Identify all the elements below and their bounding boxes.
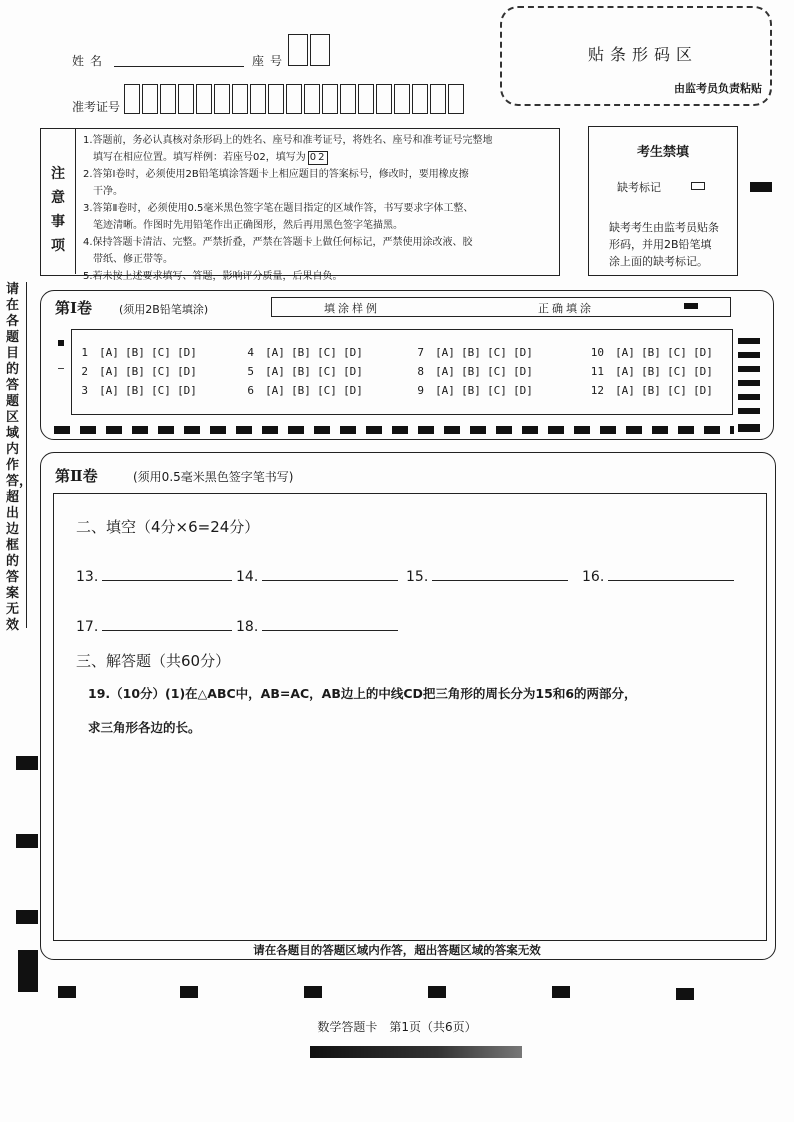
option-a[interactable]: [A] bbox=[265, 384, 285, 397]
blank-label: 18. bbox=[236, 619, 259, 635]
question-number: 4 bbox=[247, 346, 254, 359]
option-d[interactable]: [D] bbox=[513, 346, 533, 359]
barcode-area-label: 贴条形码区 bbox=[588, 45, 699, 64]
footer-bar bbox=[310, 1046, 522, 1058]
question-number: 2 bbox=[81, 365, 88, 378]
question-number: 7 bbox=[417, 346, 424, 359]
timing-mark bbox=[738, 394, 760, 400]
candidate-box bbox=[588, 126, 738, 276]
blank-13[interactable] bbox=[76, 566, 232, 585]
timing-mark bbox=[58, 340, 64, 346]
timing-mark bbox=[738, 424, 760, 432]
blank-label: 15. bbox=[406, 569, 429, 585]
note-line: 2.答第Ⅰ卷时，必须使用2B铅笔填涂答题卡上相应题目的答案标号，修改时，要用橡皮擦 bbox=[83, 169, 469, 180]
name-field[interactable] bbox=[114, 66, 244, 67]
option-d[interactable]: [D] bbox=[513, 365, 533, 378]
exam-id-box[interactable] bbox=[340, 84, 356, 114]
timing-mark bbox=[16, 910, 38, 924]
option-b[interactable]: [B] bbox=[461, 384, 481, 397]
part1-title: 第Ⅰ卷 bbox=[55, 299, 93, 317]
question-row[interactable] bbox=[236, 365, 366, 378]
exam-id-box[interactable] bbox=[412, 84, 428, 114]
option-a[interactable]: [A] bbox=[615, 346, 635, 359]
option-a[interactable]: [A] bbox=[435, 384, 455, 397]
fill-sample-box bbox=[271, 297, 731, 317]
option-a[interactable]: [A] bbox=[615, 365, 635, 378]
timing-mark bbox=[428, 986, 446, 998]
timing-mark bbox=[58, 368, 64, 369]
exam-id-box[interactable] bbox=[430, 84, 446, 114]
seat-boxes[interactable] bbox=[288, 34, 332, 66]
blank-line[interactable] bbox=[432, 566, 568, 581]
option-d[interactable]: [D] bbox=[693, 346, 713, 359]
option-c[interactable]: [C] bbox=[151, 384, 171, 397]
timing-mark bbox=[750, 182, 772, 192]
option-d[interactable]: [D] bbox=[343, 365, 363, 378]
note-text: 填写在相应位置。填写样例：若座号02，填写为 bbox=[93, 152, 306, 163]
solve-title: 三、解答题（共60分） bbox=[76, 652, 231, 670]
blank-line[interactable] bbox=[262, 616, 398, 631]
note-line: 1.答题前，务必认真核对条形码上的姓名、座号和准考证号，将姓名、座号和准考证号完整地 bbox=[83, 135, 493, 146]
exam-id-box[interactable] bbox=[358, 84, 374, 114]
timing-mark bbox=[738, 408, 760, 414]
page-label: 数学答题卡 第1页（共6页） bbox=[317, 1020, 477, 1034]
option-d[interactable]: [D] bbox=[177, 365, 197, 378]
blank-line[interactable] bbox=[608, 566, 734, 581]
option-a[interactable]: [A] bbox=[265, 346, 285, 359]
notes-title-char: 意 bbox=[51, 190, 65, 206]
sample-label: 填涂样例 bbox=[324, 302, 380, 315]
exam-id-box[interactable] bbox=[286, 84, 302, 114]
option-b[interactable]: [B] bbox=[291, 365, 311, 378]
exam-id-box[interactable] bbox=[142, 84, 158, 114]
question-row[interactable] bbox=[70, 346, 200, 359]
option-b[interactable]: [B] bbox=[291, 384, 311, 397]
option-c[interactable]: [C] bbox=[667, 365, 687, 378]
exam-id-box[interactable] bbox=[268, 84, 284, 114]
part1-subtitle: (须用2B铅笔填涂) bbox=[119, 303, 209, 316]
sample-seat-box: 02 bbox=[309, 152, 327, 163]
notes-box bbox=[40, 128, 560, 282]
timing-mark bbox=[16, 834, 38, 848]
timing-mark bbox=[180, 986, 198, 998]
option-d[interactable]: [D] bbox=[343, 384, 363, 397]
option-c[interactable]: [C] bbox=[317, 384, 337, 397]
bottom-note: 请在各题目的答题区域内作答，超出答题区域的答案无效 bbox=[253, 943, 541, 957]
option-b[interactable]: [B] bbox=[641, 384, 661, 397]
question-row[interactable] bbox=[236, 384, 366, 397]
option-c[interactable]: [C] bbox=[487, 365, 507, 378]
correct-label: 正确填涂 bbox=[538, 302, 594, 315]
absent-label: 缺考标记 bbox=[617, 181, 661, 194]
question-number: 9 bbox=[417, 384, 424, 397]
exam-id-box[interactable] bbox=[178, 84, 194, 114]
question-19-line2: 求三角形各边的长。 bbox=[88, 720, 201, 735]
option-c[interactable]: [C] bbox=[317, 365, 337, 378]
timing-mark bbox=[304, 986, 322, 998]
seat-label: 座号 bbox=[252, 54, 289, 68]
blank-label: 17. bbox=[76, 619, 99, 635]
seat-box[interactable] bbox=[288, 34, 308, 66]
note-line bbox=[83, 149, 557, 166]
option-b[interactable]: [B] bbox=[125, 365, 145, 378]
blank-line[interactable] bbox=[102, 616, 232, 631]
question-number: 10 bbox=[590, 346, 604, 359]
option-a[interactable]: [A] bbox=[99, 384, 119, 397]
note-line: 3.答第Ⅱ卷时，必须使用0.5毫米黑色签字笔在题目指定的区域作答，书写要求字体工整、 bbox=[83, 203, 474, 214]
note-line: 干净。 bbox=[93, 186, 123, 197]
part2-title: 第Ⅱ卷 bbox=[55, 467, 98, 485]
fill-title: 二、填空（4分×6=24分） bbox=[76, 518, 260, 536]
question-number: 8 bbox=[417, 365, 424, 378]
option-b[interactable]: [B] bbox=[641, 346, 661, 359]
question-row[interactable] bbox=[406, 346, 536, 359]
option-a[interactable]: [A] bbox=[99, 365, 119, 378]
question-row[interactable] bbox=[70, 384, 200, 397]
exam-id-boxes[interactable] bbox=[124, 84, 466, 114]
exam-id-box[interactable] bbox=[394, 84, 410, 114]
option-c[interactable]: [C] bbox=[317, 346, 337, 359]
note-line: 4.保持答题卡清洁、完整。严禁折叠，严禁在答题卡上做任何标记，严禁使用涂改液、胶 bbox=[83, 237, 473, 248]
option-c[interactable]: [C] bbox=[487, 384, 507, 397]
barcode-area bbox=[500, 6, 772, 106]
question-row[interactable] bbox=[70, 365, 200, 378]
note-line: 笔迹清晰。作图时先用铅笔作出正确图形，然后再用黑色签字笔描黑。 bbox=[93, 220, 403, 231]
absent-note: 缺考考生由监考员贴条形码，并用2B铅笔填涂上面的缺考标记。 bbox=[609, 221, 719, 268]
question-number: 5 bbox=[247, 365, 254, 378]
exam-id-box[interactable] bbox=[232, 84, 248, 114]
question-number: 1 bbox=[81, 346, 88, 359]
timing-strip bbox=[54, 426, 734, 434]
question-number: 11 bbox=[590, 365, 604, 378]
option-d[interactable]: [D] bbox=[693, 365, 713, 378]
notes-list bbox=[83, 132, 557, 285]
question-row[interactable] bbox=[586, 384, 716, 397]
absent-mark-bubble[interactable] bbox=[691, 182, 705, 190]
note-line: 带纸、修正带等。 bbox=[93, 254, 173, 265]
question-19-line1: 19.（10分）(1)在△ABC中，AB=AC，AB边上的中线CD把三角形的周长分为15和6的两部分， bbox=[88, 686, 637, 701]
exam-id-box[interactable] bbox=[160, 84, 176, 114]
candidate-box-title: 考生禁填 bbox=[636, 145, 689, 160]
timing-mark bbox=[16, 756, 38, 770]
question-row[interactable] bbox=[406, 365, 536, 378]
blank-label: 13. bbox=[76, 569, 99, 585]
barcode-note: 由监考员负责粘贴 bbox=[674, 82, 762, 95]
timing-mark bbox=[676, 988, 694, 1000]
note-line: 5.若未按上述要求填写、答题，影响评分质量，后果自负。 bbox=[83, 271, 343, 282]
question-number: 6 bbox=[247, 384, 254, 397]
blank-line[interactable] bbox=[262, 566, 398, 581]
option-a[interactable]: [A] bbox=[435, 346, 455, 359]
timing-mark bbox=[552, 986, 570, 998]
option-c[interactable]: [C] bbox=[151, 365, 171, 378]
option-b[interactable]: [B] bbox=[641, 365, 661, 378]
question-number: 12 bbox=[590, 384, 604, 397]
option-d[interactable]: [D] bbox=[177, 346, 197, 359]
option-c[interactable]: [C] bbox=[667, 346, 687, 359]
option-d[interactable]: [D] bbox=[177, 384, 197, 397]
option-c[interactable]: [C] bbox=[487, 346, 507, 359]
timing-mark bbox=[738, 338, 760, 344]
exam-id-box[interactable] bbox=[196, 84, 212, 114]
exam-id-label: 准考证号 bbox=[72, 100, 121, 114]
exam-id-box[interactable] bbox=[250, 84, 266, 114]
blank-18[interactable] bbox=[236, 616, 398, 635]
option-d[interactable]: [D] bbox=[343, 346, 363, 359]
blank-17[interactable] bbox=[76, 616, 232, 635]
blank-line[interactable] bbox=[102, 566, 232, 581]
timing-mark bbox=[738, 352, 760, 358]
option-a[interactable]: [A] bbox=[265, 365, 285, 378]
exam-id-box[interactable] bbox=[322, 84, 338, 114]
option-b[interactable]: [B] bbox=[461, 346, 481, 359]
blank-label: 14. bbox=[236, 569, 259, 585]
option-a[interactable]: [A] bbox=[99, 346, 119, 359]
notes-title-char: 注 bbox=[51, 166, 65, 182]
option-a[interactable]: [A] bbox=[615, 384, 635, 397]
option-d[interactable]: [D] bbox=[513, 384, 533, 397]
exam-id-box[interactable] bbox=[448, 84, 464, 114]
question-row[interactable] bbox=[586, 346, 716, 359]
exam-id-box[interactable] bbox=[214, 84, 230, 114]
option-b[interactable]: [B] bbox=[125, 346, 145, 359]
timing-mark bbox=[738, 366, 760, 372]
exam-id-box[interactable] bbox=[376, 84, 392, 114]
blank-16[interactable] bbox=[582, 566, 734, 585]
question-row[interactable] bbox=[406, 384, 536, 397]
exam-id-box[interactable] bbox=[124, 84, 140, 114]
notes-title-char: 项 bbox=[51, 238, 65, 254]
part2-subtitle: (须用0.5毫米黑色签字笔书写) bbox=[133, 470, 294, 484]
option-b[interactable]: [B] bbox=[461, 365, 481, 378]
option-d[interactable]: [D] bbox=[693, 384, 713, 397]
question-row[interactable] bbox=[586, 365, 716, 378]
option-b[interactable]: [B] bbox=[125, 384, 145, 397]
exam-id-box[interactable] bbox=[304, 84, 320, 114]
blank-14[interactable] bbox=[236, 566, 398, 585]
option-a[interactable]: [A] bbox=[435, 365, 455, 378]
correct-fill-sample bbox=[684, 303, 698, 309]
blank-label: 16. bbox=[582, 569, 605, 585]
notes-title bbox=[41, 129, 76, 274]
notes-title-char: 事 bbox=[51, 214, 65, 230]
timing-mark bbox=[738, 380, 760, 386]
option-c[interactable]: [C] bbox=[151, 346, 171, 359]
blank-15[interactable] bbox=[406, 566, 568, 585]
answer-area[interactable] bbox=[53, 493, 767, 941]
timing-mark bbox=[58, 986, 76, 998]
option-b[interactable]: [B] bbox=[291, 346, 311, 359]
name-label: 姓名 bbox=[72, 54, 109, 68]
side-note: 请在各题目的答题区域内作答，超出边框的答案无效 bbox=[6, 282, 33, 633]
question-number: 3 bbox=[81, 384, 88, 397]
side-note-border bbox=[26, 282, 27, 628]
seat-box[interactable] bbox=[310, 34, 330, 66]
option-c[interactable]: [C] bbox=[667, 384, 687, 397]
question-row[interactable] bbox=[236, 346, 366, 359]
